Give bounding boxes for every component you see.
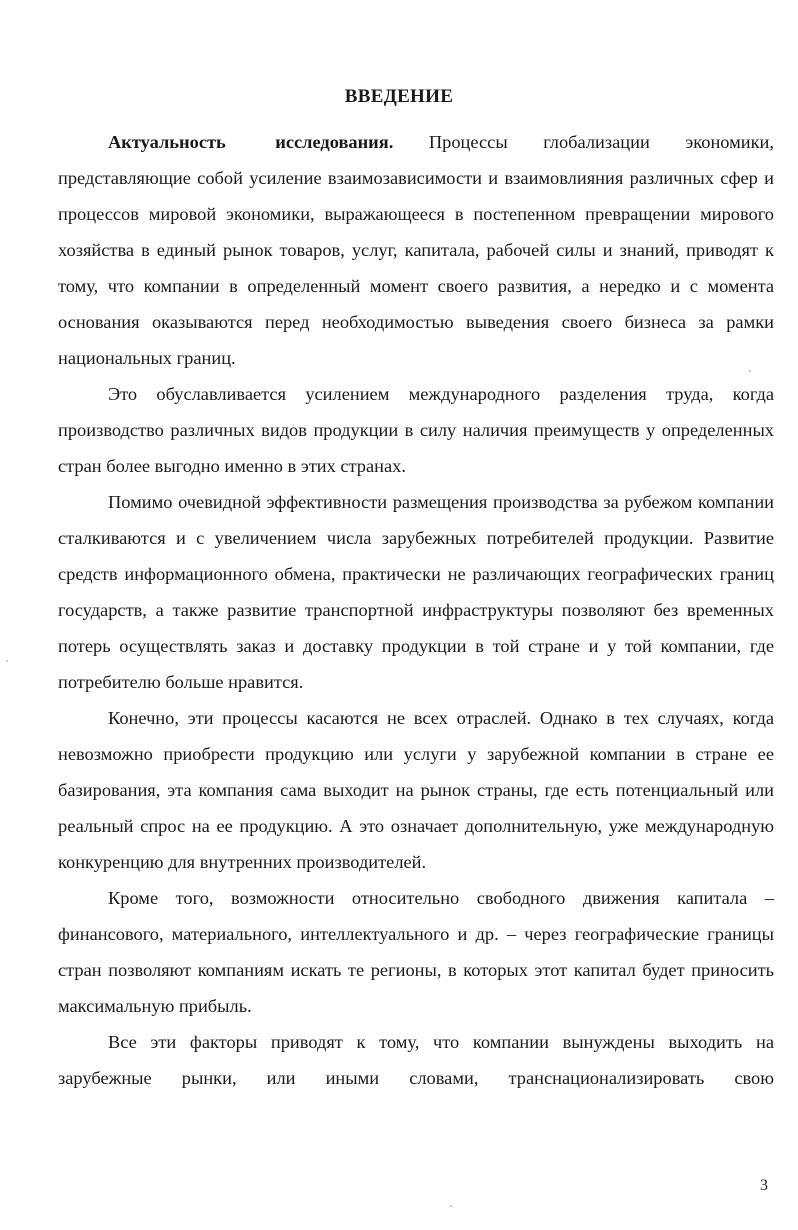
scan-speck <box>749 370 751 372</box>
page-title: ВВЕДЕНИЕ <box>344 86 454 107</box>
paragraph-6: Все эти факторы приводят к тому, что компании вынуждены выходить на зарубежные рынки, или иными словами, транснационализировать свою <box>58 1032 774 1088</box>
paragraph-3: Помимо очевидной эффективности размещения производства за рубежом компании сталкиваются и с увеличением числа зарубежных потребителей продукции. Развитие средств информационного обмена, практически не различающих географических границ государств, а также развитие транспортной инфраструктуры позволяют без временных потерь осуществлять заказ и доставку продукции в той стране и у той компании, где потребителю больше нравится. <box>58 492 774 692</box>
paragraph-1-text: Процессы глобализации экономики, представляющие собой усиление взаимозависимости и взаимовлияния различных сфер и процессов мировой экономики, выражающееся в постепенном превращении мирового хозяйства в единый рынок товаров, услуг, капитала, рабочей силы и знаний, приводят к тому, что компании в определенный момент своего развития, а нередко и с момента основания оказываются перед необходимостью выведения своего бизнеса за рамки национальных границ. <box>58 132 774 368</box>
paragraph-4: Конечно, эти процессы касаются не всех отраслей. Однако в тех случаях, когда невозможно приобрести продукцию или услуги у зарубежной компании в стране ее базирования, эта компания сама выходит на рынок страны, где есть потенциальный или реальный спрос на ее продукцию. А это означает дополнительную, уже международную конкуренцию для внутренних производителей. <box>58 708 774 872</box>
paragraph-5: Кроме того, возможности относительно свободного движения капитала – финансового, материального, интеллектуального и др. – через географические границы стран позволяют компаниям искать те регионы, в которых этот капитал будет приносить максимальную прибыль. <box>58 888 774 1016</box>
paragraph-2: Это обуславливается усилением международного разделения труда, когда производство различных видов продукции в силу наличия преимуществ у определенных стран более выгодно именно в этих странах. <box>58 384 774 476</box>
paragraph-1 <box>58 124 774 376</box>
lead-heading: Актуальность исследования. <box>108 132 394 152</box>
body-text <box>58 124 774 1096</box>
scan-speck <box>6 660 8 662</box>
page-number: 3 <box>760 1177 768 1194</box>
scan-speck <box>450 1205 452 1207</box>
